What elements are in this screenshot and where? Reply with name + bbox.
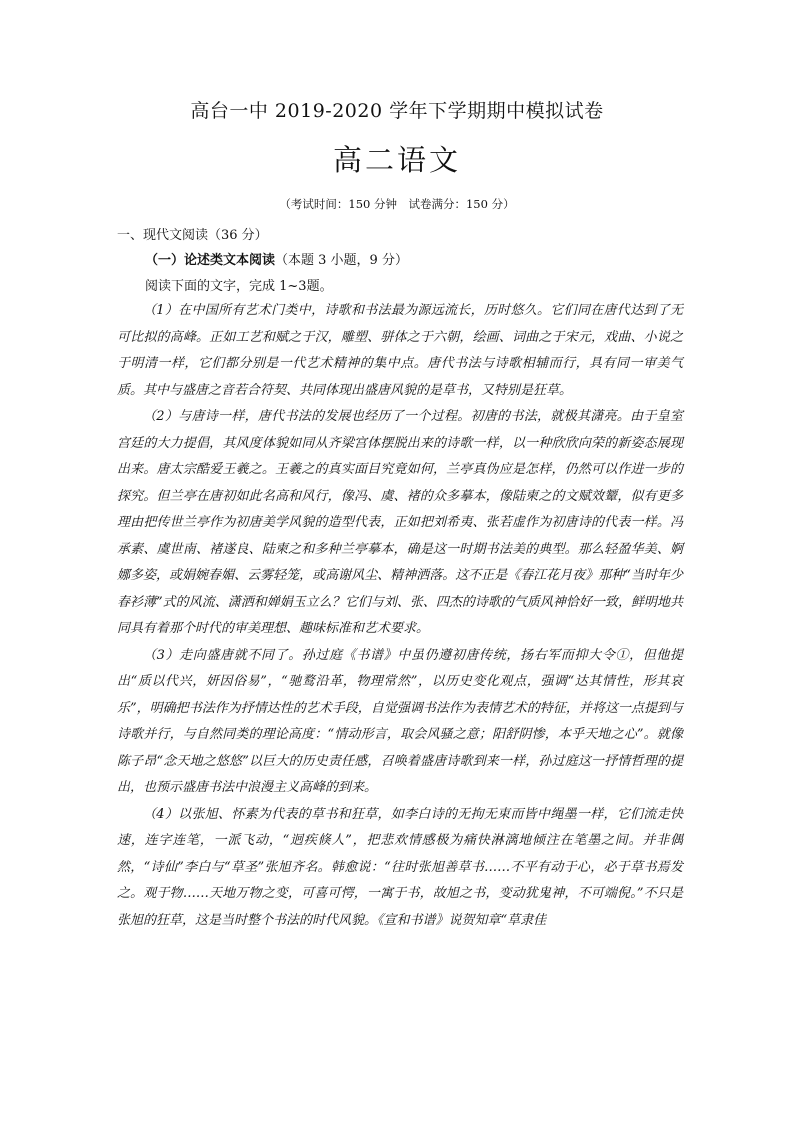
exam-title: 高台一中 2019-2020 学年下学期期中模拟试卷 [190,100,604,122]
subsection-heading-rest: （本题 3 小题，9 分） [275,253,408,268]
subsection-heading-bold: （一）论述类文本阅读 [145,253,276,268]
paragraph-2: （2）与唐诗一样，唐代书法的发展也经历了一个过程。初唐的书法，就极其潇亮。由于皇室宫廷的大力提倡，其风度体貌如同从齐梁宫体摆脱出来的诗歌一样，以一种欣欣向荣的新姿态展现出来。唐太宗酷爱王羲之。王羲之的真实面目究竟如何，兰亭真伪应是怎样，仍然可以作进一步的探究。但兰亭在唐初如此名高和风行，像冯、虞、褚的众多摹本，像陆柬之的文赋效颦，似有更多理由把传世兰亭作为初唐美学风貌的造型代表，正如把刘希夷、张若虚作为初唐诗的代表一样。冯承素、虞世南、褚遂良、陆柬之和多种兰亭摹本，确是这一时期书法美的典型。那么轻盈华美、婀娜多姿，或娟婉春媚、云雾轻笼，或高谢风尘、精神洒落。这不正是《春江花月夜》那种“当时年少春衫薄”式的风流、潇洒和婵娟玉立么？它们与刘、张、四杰的诗歌的气质风神恰好一致，鲜明地共同具有着那个时代的审美理想、趣味标准和艺术要求。 [117,409,683,636]
subsection-heading [145,249,408,268]
subject-title: 高二语文 [332,143,461,177]
exam-info: （考试时间：150 分钟 试卷满分：150 分） [279,197,515,211]
paragraph-3: （3）走向盛唐就不同了。孙过庭《书谱》中虽仍遵初唐传统，扬右军而抑大令①，但他提出“质以代兴，妍因俗易”，“驰鹜沿革，物理常然”，以历史变化观点，强调“达其情性，形其哀乐”，明确把书法作为抒情达性的艺术手段，自觉强调书法作为表情艺术的特征，并将这一点提到与诗歌并行，与自然同类的理论高度：“情动形言，取会风骚之意；阳舒阴惨，本乎天地之心”。就像陈子昂“念天地之悠悠”以巨大的历史责任感，召唤着盛唐诗歌到来一样，孙过庭这一抒情哲理的提出，也预示盛唐书法中浪漫主义高峰的到来。 [117,647,683,795]
article-body [117,298,683,934]
paragraph-1: （1）在中国所有艺术门类中，诗歌和书法最为源远流长，历时悠久。它们同在唐代达到了无可比拟的高峰。正如工艺和赋之于汉，雕塑、骈体之于六朝，绘画、词曲之于宋元，戏曲、小说之于明清一样，它们都分别是一代艺术精神的集中点。唐代书法与诗歌相辅而行，具有同一审美气质。其中与盛唐之音若合符契、共同体现出盛唐风貌的是草书，又特别是狂草。 [117,303,683,398]
reading-instruction: 阅读下面的文字，完成 1~3题。 [145,279,333,294]
paragraph-4: （4）以张旭、怀素为代表的草书和狂草，如李白诗的无拘无束而皆中绳墨一样，它们流走快速，连字连笔，一派飞动，“迥疾倏人”，把悲欢情感极为痛快淋漓地倾注在笔墨之间。并非偶然，“诗仙”李白与“草圣”张旭齐名。韩愈说：“往时张旭善草书……不平有动于心，必于草书焉发之。观于物……天地万物之变，可喜可愕，一寓于书，故旭之书，变动犹鬼神，不可端倪。”不只是张旭的狂草，这是当时整个书法的时代风貌。《宣和书谱》说贺知章“草隶佳 [117,806,683,928]
section-heading: 一、现代文阅读（36 分） [117,228,268,243]
